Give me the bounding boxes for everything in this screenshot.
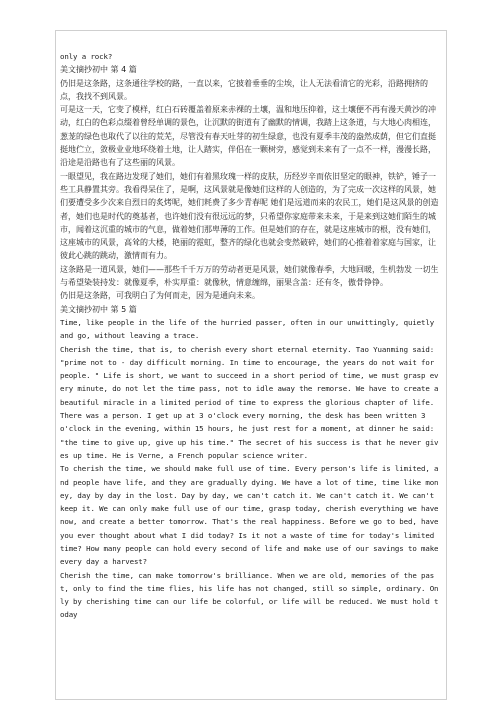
paragraph: Cherish the time, can make tomorrow's brilliance. When we are old, memories of the past, only to find the time flies, his life has not changed, still so simple, ordinary. Only by cherishing time can our life be colorful, or life will be reduced. We must hold today	[60, 570, 439, 620]
article-body	[60, 50, 440, 622]
section-heading: 美文摘抄初中 第 4 篇	[60, 65, 137, 75]
paragraph: 仍旧是这条路，这条通往学校的路，一直以来，它披着垂垂的尘埃，让人无法看清它的光彩，沿路拥挤的点，我找不到风景。	[60, 78, 428, 101]
section-heading: 美文摘抄初中 第 5 篇	[60, 304, 137, 314]
text-line: only a rock?	[60, 52, 113, 61]
paragraph: To cherish the time, we should make full use of time. Every person's life is limited, and people have life, and they are gradually dying. We have a lot of time, time like money, day by day in the lost. Day by day, we can't catch it. We can't catch it. We can't keep it. We can only make full use of our time, grasp today, cherish everything we have now, and create a better tomorrow. That's the real happiness. Before we go to bed, have you ever thought about what I did today? Is it not a waste of time for today's limited time? How many people can hold every second of life and make use of our savings to make every day a harvest?	[60, 464, 439, 567]
paragraph: Time, like people in the life of the hurried passer, often in our unwittingly, quietly and go, without leaving a trace.	[60, 317, 435, 341]
paragraph: 这条路是一道风景，她们——那些千千万万的劳动者更是风景，她们就像春季，大地回暖，生机勃发 一切生与希望染装持发：就像夏季，朴实厚重：就像秋，情意缠绵，丽果含盖：还有冬，傲骨铮铮。	[60, 264, 439, 288]
paragraph: 可是这一天，它变了模样，红白石砖覆盖着原来赤裸的土壤，温和地压抑着，这土壤便不再有漫天黄沙的冲动，红白的色彩点缀着曾经单调的景色，让沉默的街道有了幽默的情调，我踏上这条道，与大地心肉相连，葱茏的绿色也取代了以往的荒芜，尽管没有春天吐芽的初生绿意，也没有夏季丰茂的盎然成荫，但它们直挺挺地伫立，敛极业业地环绕着土地，让人踏实，伴侣在一颗树旁，感觉到未来有了一点不一样，漫漫长路，沿途是沿路也有了这些丽的风景。	[60, 105, 436, 168]
paragraph: 仍旧是这条路，可我明白了为何而走，因为是通向未来。	[60, 291, 260, 301]
paragraph: Cherish the time, that is, to cherish every short eternal eternity. Tao Yuanming said: "prime not to - day difficult morning. In time to encourage, the years do not wait for people. " Life is short, we want to succeed in a short period of time, we must grasp every minute, do not let the time pass, not to idle away the remorse. We have to create a beautiful miracle in a limited period of time to express the glorious chapter of life. There was a person. I get up at 3 o'clock every morning, the desk has been written 3 o'clock in the evening, within 15 hours, he just rest for a moment, at dinner he said: "the time to give up, give up his time." The secret of his success is that he never gives up time. He is Verne, a French popular science writer.	[60, 344, 439, 460]
paragraph: 一眼望见，我在路边发现了她们，她们有着黑玫瑰一样的皮肤，历经岁辛而依旧坚定的眼神，铁铲，锤子一些工具静置其旁。我看得呆住了，是啊，这风景就是像她们这样的人创造的，为了完成一次这样的风景，她们要遭受多少次来自烈日的炙烤呢，她们耗费了多少青春呢 她们是远道而来的农民工，她们是这风景的创造者，她们也是时代的奠基者，也许她们没有很远远的梦，只希望你家庭带来未来，于是来到这她们陌生的城市，闻着这沉重的城市的气息，做着她们那卑薄的工作。但是她们的存在，就是这座城市的根，没有她们，这座城市的风景，高耸的大楼，艳丽的霓虹，整齐的绿化也就会变然破碎，她们的心推着着家庭与国家，让彼此心跳的跳动，激情而有力。	[60, 171, 439, 261]
